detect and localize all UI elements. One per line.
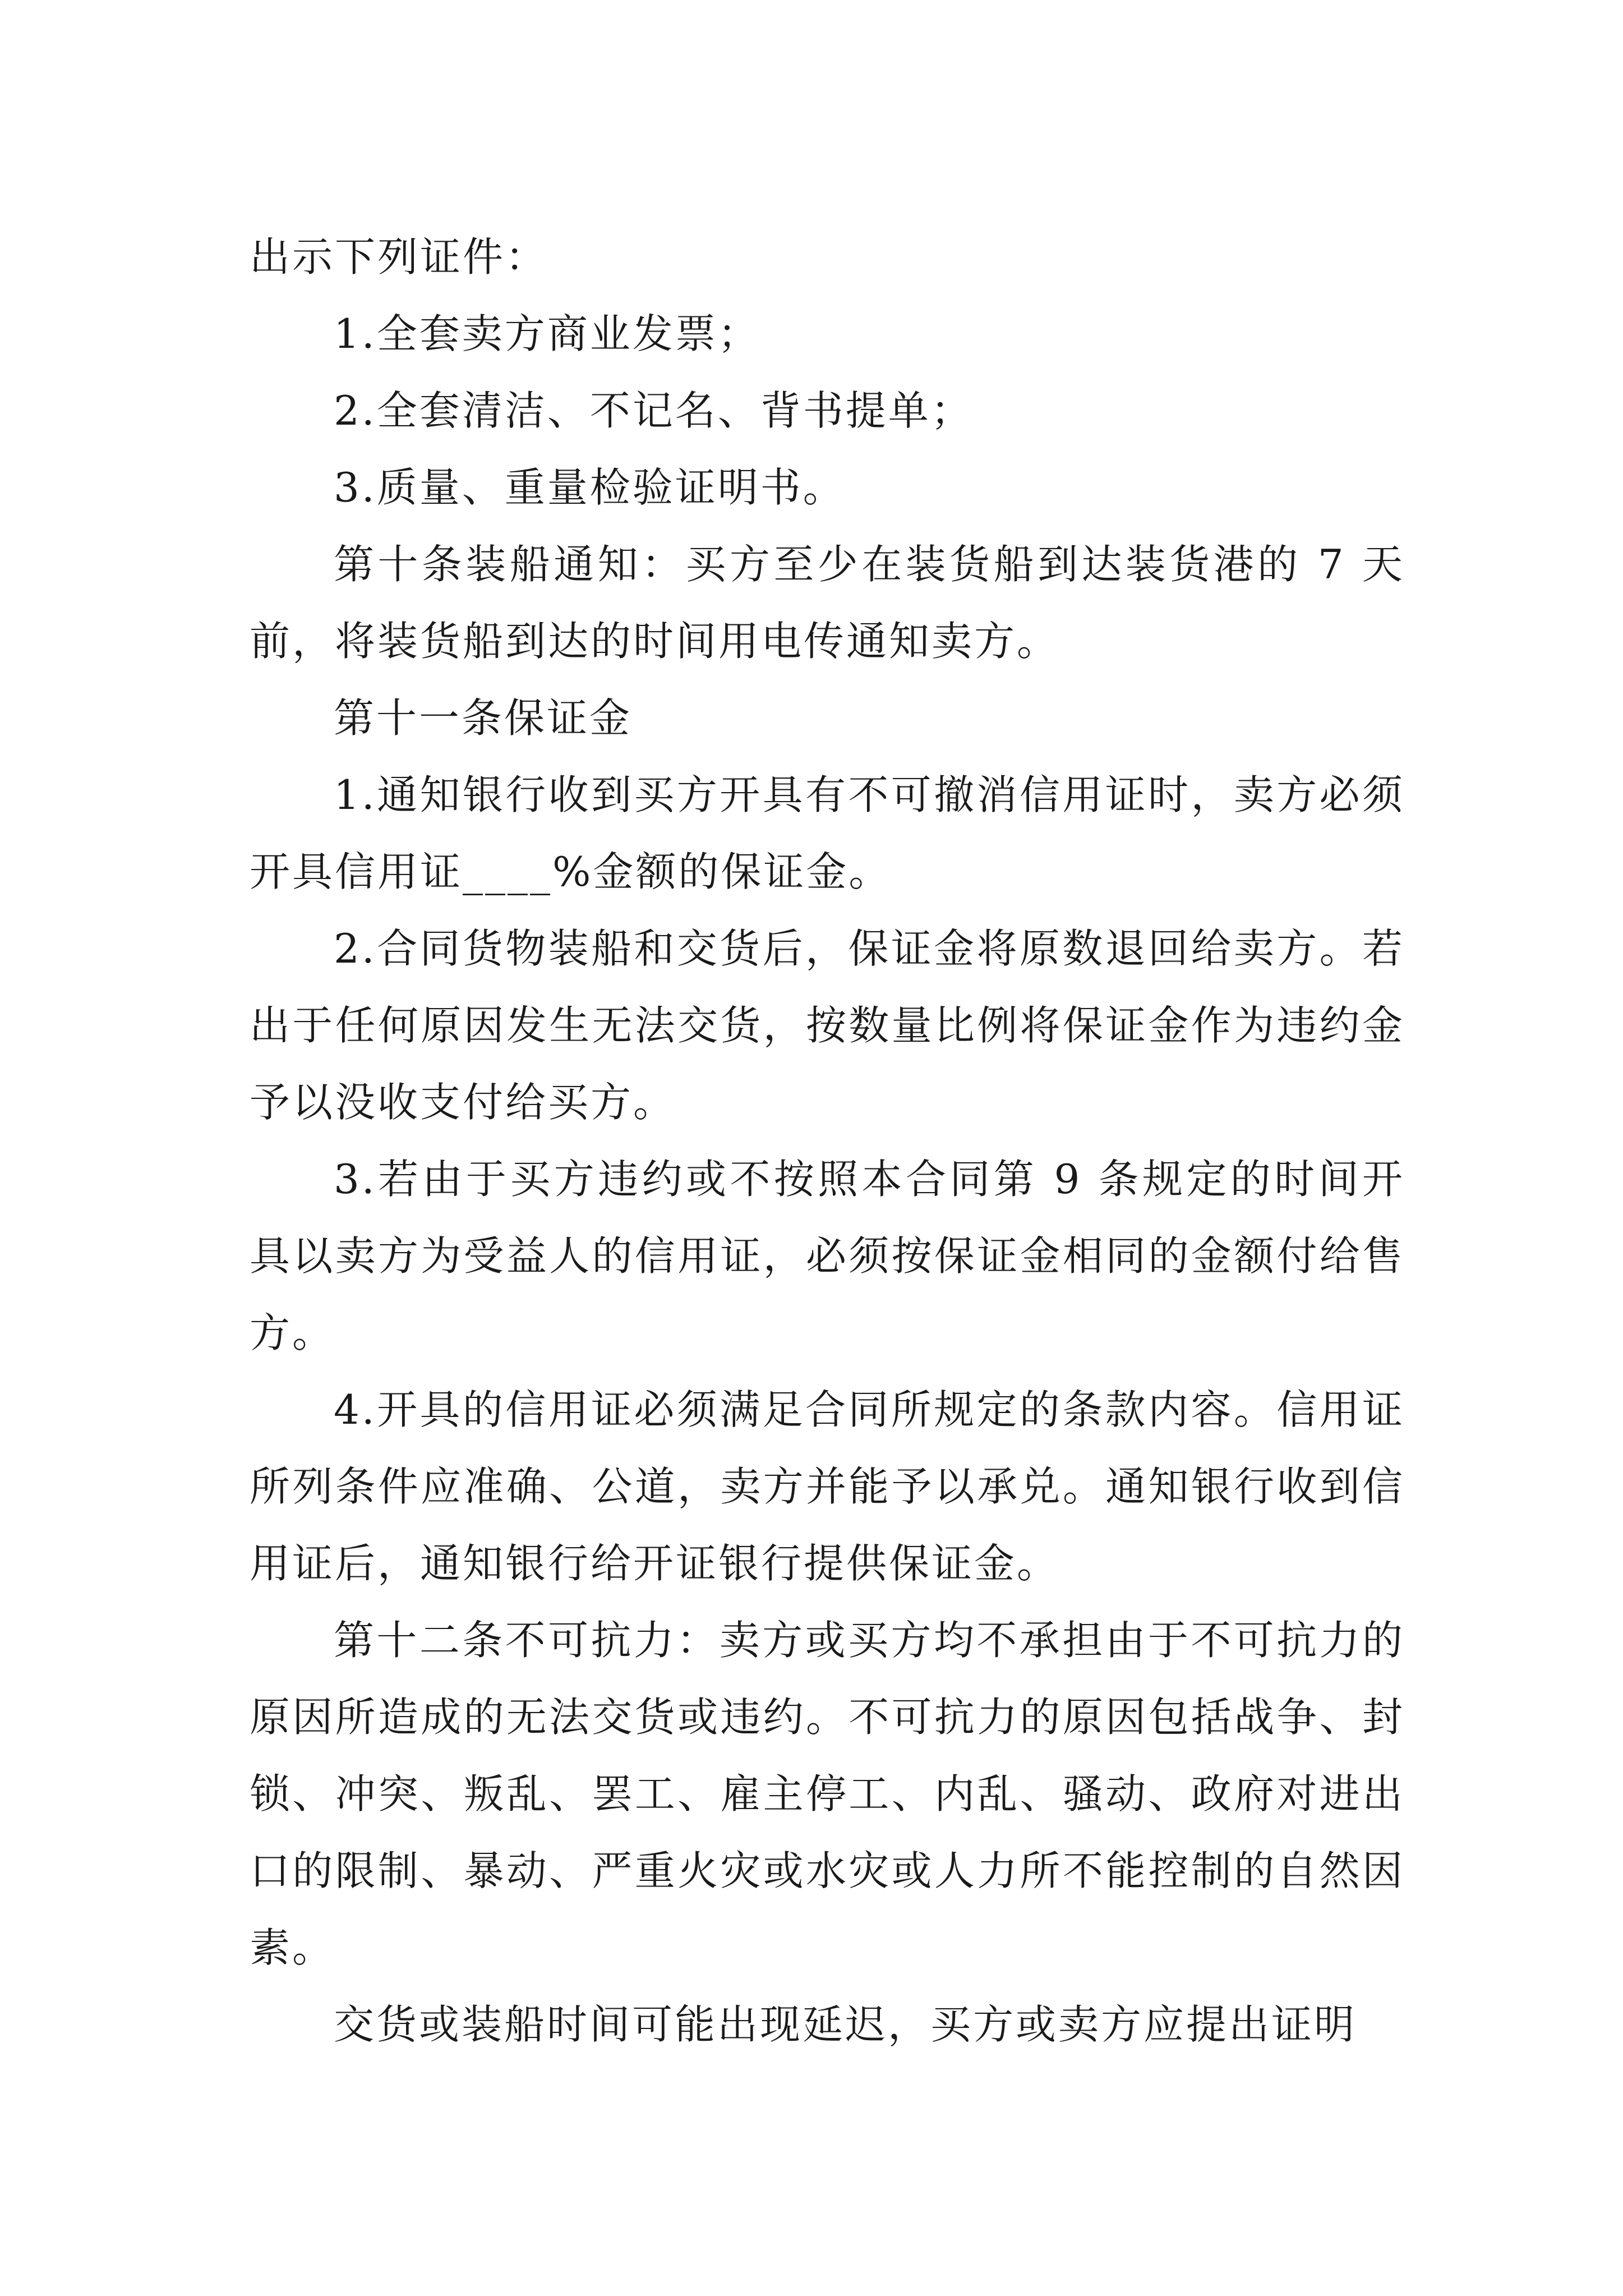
paragraph-deposit-clause-2: 2.合同货物装船和交货后，保证金将原数退回给卖方。若出于任何原因发生无法交货，按数量比例将保证金作为违约金予以没收支付给买方。: [250, 925, 1405, 1126]
document-body: [250, 219, 1405, 2063]
paragraph-deposit-clause-1: 1.通知银行收到买方开具有不可撤消信用证时，卖方必须开具信用证____%金额的保证金。: [250, 771, 1405, 895]
paragraph-article-12-force-majeure: 第十二条不可抗力：卖方或买方均不承担由于不可抗力的原因所造成的无法交货或违约。不可抗力的原因包括战争、封锁、冲突、叛乱、罢工、雇主停工、内乱、骚动、政府对进出口的限制、暴动、严重火灾或水灾或人力所不能控制的自然因素。: [250, 1617, 1405, 1971]
paragraph-documents-intro: 出示下列证件：: [250, 233, 548, 280]
paragraph-item-invoice: 1.全套卖方商业发票；: [334, 310, 760, 357]
paragraph-deposit-clause-3: 3.若由于买方违约或不按照本合同第 9 条规定的时间开具以卖方为受益人的信用证，必须按保证金相同的金额付给售方。: [250, 1156, 1405, 1356]
paragraph-item-bill-of-lading: 2.全套清洁、不记名、背书提单；: [334, 387, 974, 434]
paragraph-deposit-clause-4: 4.开具的信用证必须满足合同所规定的条款内容。信用证所列条件应准确、公道，卖方并能予以承兑。通知银行收到信用证后，通知银行给开证银行提供保证金。: [250, 1386, 1405, 1587]
paragraph-delivery-delay: 交货或装船时间可能出现延迟，买方或卖方应提出证明: [334, 2001, 1357, 2048]
paragraph-article-11-heading: 第十一条保证金: [334, 694, 633, 742]
paragraph-item-inspection-certificate: 3.质量、重量检验证明书。: [334, 464, 846, 511]
paragraph-article-10-shipping-notice: 第十条装船通知：买方至少在装货船到达装货港的 7 天前，将装货船到达的时间用电传通知卖方。: [250, 541, 1405, 665]
